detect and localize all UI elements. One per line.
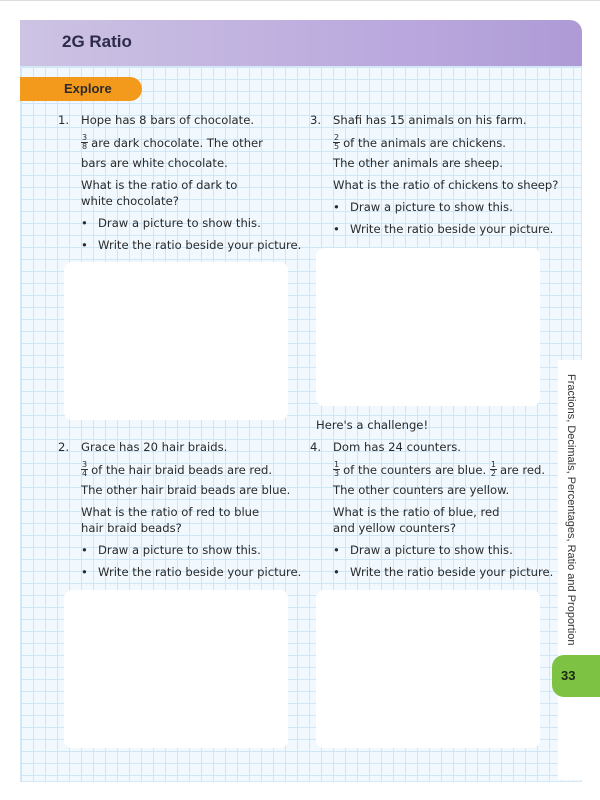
question-text: bars are white chocolate. (81, 156, 228, 170)
explore-tab (20, 77, 142, 101)
explore-label: Explore (64, 81, 112, 96)
question-text: Hope has 8 bars of chocolate. (81, 113, 255, 127)
answer-box-4[interactable] (316, 590, 540, 748)
challenge-heading: Here's a challenge! (316, 418, 429, 432)
fraction: $\frac{3}{4}$ (82, 460, 88, 478)
question-text: Dom has 24 counters. (333, 440, 461, 454)
question-text-fraction-line: $\frac{2}{5}$ of the animals are chickens. (334, 133, 506, 151)
question-text: Grace has 20 hair braids. (81, 440, 228, 454)
answer-box-3[interactable] (316, 248, 540, 406)
question-prompt: What is the ratio of dark to (81, 178, 238, 192)
question-number: 1. (58, 113, 70, 127)
section-header (20, 20, 582, 66)
question-number: 4. (310, 440, 322, 454)
question-prompt: hair braid beads? (81, 521, 182, 535)
question-prompt: white chocolate? (81, 194, 179, 208)
question-prompt: and yellow counters? (333, 521, 456, 535)
page-number-tab (552, 655, 600, 697)
page-title: 2G Ratio (62, 32, 132, 51)
question-number: 2. (58, 440, 70, 454)
question-text-fraction-line: $\frac{3}{8}$ are dark chocolate. The other (82, 133, 263, 151)
question-text-fraction-line: $\frac{3}{4}$ of the hair braid beads are red. (82, 460, 273, 478)
top-rule (0, 0, 600, 1)
question-text: The other hair braid beads are blue. (81, 483, 291, 497)
question-prompt: What is the ratio of chickens to sheep? (333, 178, 559, 192)
page-number: 33 (561, 668, 576, 683)
question-text-fraction-line: $\frac{1}{3}$ of the counters are blue. $\frac{1}{2}$ are red. (334, 460, 546, 478)
chapter-title: Fractions, Decimals, Percentages, Ratio and Proportion (565, 374, 577, 646)
answer-box-1[interactable] (64, 262, 288, 420)
question-text: The other animals are sheep. (333, 156, 503, 170)
question-number: 3. (310, 113, 322, 127)
fraction: $\frac{2}{5}$ (334, 133, 340, 151)
fraction: $\frac{3}{8}$ (82, 133, 88, 151)
answer-box-2[interactable] (64, 590, 288, 748)
fraction: $\frac{1}{3}$ (334, 460, 340, 478)
question-prompt: What is the ratio of red to blue (81, 505, 260, 519)
question-prompt: What is the ratio of blue, red (333, 505, 500, 519)
question-text: Shafi has 15 animals on his farm. (333, 113, 527, 127)
fraction: $\frac{1}{2}$ (490, 460, 496, 478)
question-text: The other counters are yellow. (333, 483, 510, 497)
